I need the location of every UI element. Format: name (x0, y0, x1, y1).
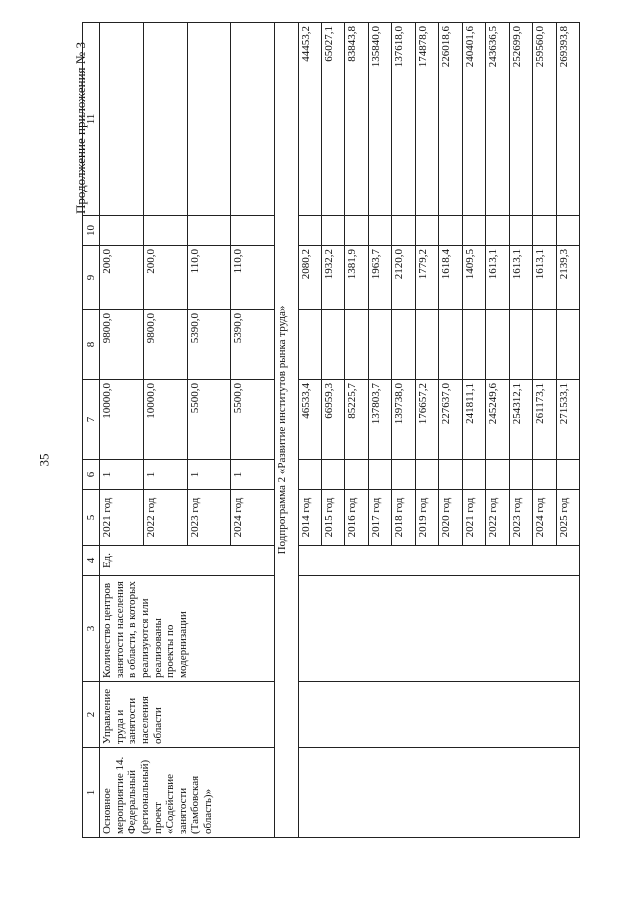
empty-cell (415, 460, 438, 490)
empty-cell (231, 216, 275, 246)
empty-cell (439, 310, 462, 380)
value-cell: 259560,0 (533, 23, 556, 216)
empty-cell (556, 310, 579, 380)
value-cell: 135840,0 (368, 23, 391, 216)
value-cell: 5390,0 (231, 310, 275, 380)
rotated-table-container (82, 23, 580, 838)
empty-cell (368, 460, 391, 490)
value-cell: 1613,1 (533, 246, 556, 310)
value-cell: 5390,0 (187, 310, 231, 380)
value-cell: 240401,6 (462, 23, 485, 216)
empty-cell (100, 23, 144, 216)
measure-executor: Управление труда и занятости населения области (100, 682, 275, 748)
empty-cell (509, 310, 532, 380)
empty-cell (556, 216, 579, 246)
value-cell: 1 (100, 460, 144, 490)
value-cell: 10000,0 (100, 380, 144, 460)
empty-cell (392, 310, 415, 380)
value-cell: 254312,1 (509, 380, 532, 460)
value-cell: 110,0 (187, 246, 231, 310)
value-cell: 10000,0 (143, 380, 187, 460)
year-cell: 2022 год (486, 490, 509, 546)
value-cell: 226018,6 (439, 23, 462, 216)
year-cell: 2023 год (187, 490, 231, 546)
empty-cell (486, 216, 509, 246)
empty-cell (321, 460, 344, 490)
subprogram-row (275, 23, 298, 838)
empty-cell (439, 460, 462, 490)
value-cell: 66959,3 (321, 380, 344, 460)
year-cell: 2023 год (509, 490, 532, 546)
empty-cell (187, 23, 231, 216)
value-cell: 241811,1 (462, 380, 485, 460)
value-cell: 65027,1 (321, 23, 344, 216)
value-cell: 261173,1 (533, 380, 556, 460)
year-cell: 2024 год (231, 490, 275, 546)
value-cell: 2080,2 (298, 246, 321, 310)
value-cell: 1932,2 (321, 246, 344, 310)
empty-cell (462, 310, 485, 380)
value-cell: 1381,9 (345, 246, 368, 310)
empty-cell (509, 216, 532, 246)
value-cell: 9800,0 (100, 310, 144, 380)
value-cell: 5500,0 (187, 380, 231, 460)
value-cell: 2120,0 (392, 246, 415, 310)
value-cell: 44453,2 (298, 23, 321, 216)
col-header: 5 (83, 490, 100, 546)
measure-indicator: Количество центров занятости населения в области, в которых реализуются или реализованы проекты по модернизации (100, 576, 275, 682)
value-cell: 1618,4 (439, 246, 462, 310)
appendix-note: Продолжение приложения № 3 (73, 42, 88, 214)
page-number: 35 (36, 453, 52, 467)
empty-cell (298, 682, 579, 748)
empty-cell (321, 310, 344, 380)
col-header: 7 (83, 380, 100, 460)
value-cell: 1 (143, 460, 187, 490)
empty-cell (368, 310, 391, 380)
value-cell: 1 (231, 460, 275, 490)
col-header: 3 (83, 576, 100, 682)
value-cell: 243636,5 (486, 23, 509, 216)
empty-cell (392, 460, 415, 490)
year-cell: 2022 год (143, 490, 187, 546)
value-cell: 227637,0 (439, 380, 462, 460)
col-header: 4 (83, 546, 100, 576)
empty-cell (462, 216, 485, 246)
empty-cell (509, 460, 532, 490)
empty-cell (298, 310, 321, 380)
measure-unit: Ед. (100, 546, 275, 576)
value-cell: 252699,0 (509, 23, 532, 216)
empty-cell (345, 216, 368, 246)
value-cell: 5500,0 (231, 380, 275, 460)
measure-name: Основное мероприятие 14. Федеральный (региональный) проект «Содействие занятости (Тамбовская область)» (100, 748, 275, 838)
year-cell: 2025 год (556, 490, 579, 546)
value-cell: 1613,1 (509, 246, 532, 310)
year-cell: 2015 год (321, 490, 344, 546)
empty-cell (100, 216, 144, 246)
empty-cell (298, 546, 579, 576)
value-cell: 9800,0 (143, 310, 187, 380)
subprogram-title: Подпрограмма 2 «Развитие институтов рынка труда» (275, 23, 298, 838)
col-header: 8 (83, 310, 100, 380)
year-cell: 2016 год (345, 490, 368, 546)
empty-cell (143, 23, 187, 216)
year-cell: 2018 год (392, 490, 415, 546)
empty-cell (556, 460, 579, 490)
empty-cell (486, 460, 509, 490)
empty-cell (345, 460, 368, 490)
value-cell: 176657,2 (415, 380, 438, 460)
value-cell: 110,0 (231, 246, 275, 310)
empty-cell (439, 216, 462, 246)
value-cell: 245249,6 (486, 380, 509, 460)
value-cell: 137803,7 (368, 380, 391, 460)
budget-table (82, 22, 580, 838)
col-header: 6 (83, 460, 100, 490)
empty-cell (231, 23, 275, 216)
value-cell: 200,0 (100, 246, 144, 310)
empty-cell (298, 576, 579, 682)
value-cell: 85225,7 (345, 380, 368, 460)
empty-cell (533, 216, 556, 246)
empty-cell (533, 460, 556, 490)
col-header: 2 (83, 682, 100, 748)
value-cell: 1613,1 (486, 246, 509, 310)
table-row (100, 23, 144, 838)
empty-cell (392, 216, 415, 246)
year-cell: 2024 год (533, 490, 556, 546)
value-cell: 46533,4 (298, 380, 321, 460)
col-header: 11 (83, 23, 100, 216)
value-cell: 2139,3 (556, 246, 579, 310)
col-header: 1 (83, 748, 100, 838)
year-cell: 2021 год (100, 490, 144, 546)
empty-cell (143, 216, 187, 246)
value-cell: 269393,8 (556, 23, 579, 216)
empty-cell (298, 216, 321, 246)
empty-cell (486, 310, 509, 380)
empty-cell (415, 216, 438, 246)
year-cell: 2020 год (439, 490, 462, 546)
value-cell: 1409,5 (462, 246, 485, 310)
col-header: 10 (83, 216, 100, 246)
value-cell: 137618,0 (392, 23, 415, 216)
value-cell: 271533,1 (556, 380, 579, 460)
empty-cell (533, 310, 556, 380)
value-cell: 139738,0 (392, 380, 415, 460)
empty-cell (415, 310, 438, 380)
value-cell: 174878,0 (415, 23, 438, 216)
empty-cell (298, 748, 579, 838)
header-row (83, 23, 100, 838)
empty-cell (298, 460, 321, 490)
year-cell: 2019 год (415, 490, 438, 546)
col-header: 9 (83, 246, 100, 310)
empty-cell (368, 216, 391, 246)
empty-cell (345, 310, 368, 380)
empty-cell (321, 216, 344, 246)
value-cell: 1963,7 (368, 246, 391, 310)
value-cell: 83843,8 (345, 23, 368, 216)
year-cell: 2021 год (462, 490, 485, 546)
rotated-table-wrapper (82, 23, 580, 838)
table-row (298, 23, 321, 838)
value-cell: 200,0 (143, 246, 187, 310)
empty-cell (462, 460, 485, 490)
year-cell: 2017 год (368, 490, 391, 546)
value-cell: 1779,2 (415, 246, 438, 310)
empty-cell (187, 216, 231, 246)
value-cell: 1 (187, 460, 231, 490)
year-cell: 2014 год (298, 490, 321, 546)
